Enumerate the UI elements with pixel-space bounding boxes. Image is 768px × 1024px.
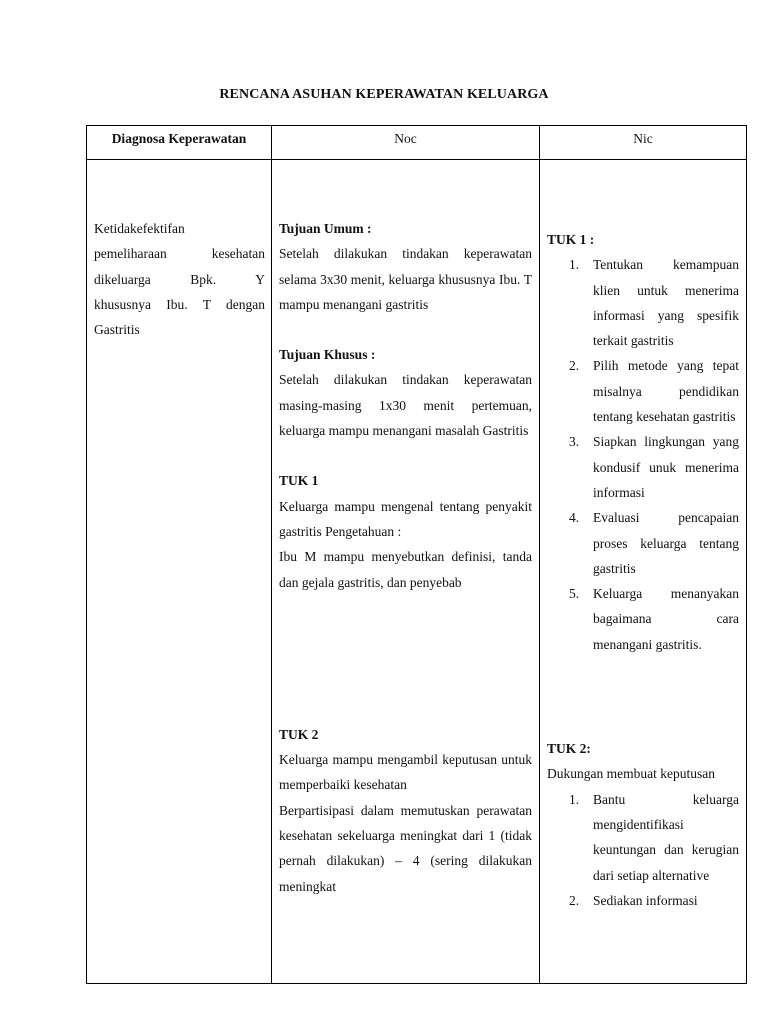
tujuan-umum-heading: Tujuan Umum : [279, 221, 372, 236]
diagnosa-line: Gastritis [94, 322, 140, 338]
diagnosa-line: khususnya Ibu. T dengan [94, 296, 265, 312]
tujuan-khusus-text: Setelah dilakukan tindakan keperawatan masing-masing 1x30 menit pertemuan, keluarga mampu menangani masalah Gastritis [279, 372, 532, 439]
nic-tuk2-heading: TUK 2: [547, 741, 591, 757]
nic-tuk1-heading: TUK 1 : [547, 232, 595, 247]
list-item: 1. Bantu keluarga mengidentifikasi keuntungan dan kerugian dari setiap alternative [569, 791, 739, 883]
nic-tuk2-subheading: Dukungan membuat keputusan [547, 766, 715, 782]
nic-tuk1-list [547, 252, 739, 657]
noc-tuk2-text: Berpartisipasi dalam memutuskan perawatan kesehatan sekeluarga meningkat dari 1 (tidak pernah dilakukan) – 4 (sering dilakukan meningkat [279, 802, 532, 894]
document-title: RENCANA ASUHAN KEPERAWATAN KELUARGA [219, 87, 549, 102]
diagnosa-line: pemeliharaan kesehatan [94, 246, 265, 262]
table-row [87, 160, 747, 984]
noc-tuk2-text: Keluarga mampu mengambil keputusan untuk memperbaiki kesehatan [279, 752, 532, 793]
header-noc: Noc [272, 126, 540, 160]
noc-cell [272, 160, 540, 984]
list-item: 2. Pilih metode yang tepat misalnya pendidikan tentang kesehatan gastritis [569, 358, 739, 425]
header-nic: Nic [540, 126, 747, 160]
header-diagnosa: Diagnosa Keperawatan [87, 126, 272, 160]
diagnosa-cell [87, 160, 272, 984]
list-item: 4. Evaluasi pencapaian proses keluarga tentang gastritis [569, 510, 739, 576]
diagnosa-line: dikeluarga Bpk. Y [94, 271, 265, 287]
nic-cell [540, 160, 747, 984]
noc-tuk1-heading: TUK 1 [279, 473, 319, 489]
table-header-row [87, 126, 747, 160]
noc-tuk2-heading: TUK 2 [279, 726, 319, 742]
tujuan-umum-text: Setelah dilakukan tindakan keperawatan selama 3x30 menit, keluarga khususnya Ibu. T mampu menangani gastritis [279, 246, 532, 312]
tujuan-khusus-heading: Tujuan Khusus : [279, 347, 376, 363]
list-item: 2. Sediakan informasi [569, 892, 698, 908]
list-item: 1. Tentukan kemampuan klien untuk menerima informasi yang spesifik terkait gastritis [569, 257, 739, 349]
nic-tuk2-list [547, 787, 739, 913]
list-item: 3. Siapkan lingkungan yang kondusif unuk menerima informasi [569, 434, 739, 500]
noc-tuk1-text: Keluarga mampu mengenal tentang penyakit gastritis Pengetahuan : [279, 498, 532, 539]
care-plan-table [86, 125, 747, 984]
list-item: 5. Keluarga menanyakan bagaimana cara menangani gastritis. [569, 586, 739, 652]
diagnosa-line: Ketidakefektifan [94, 221, 185, 236]
noc-tuk1-text: Ibu M mampu menyebutkan definisi, tanda dan gejala gastritis, dan penyebab [279, 549, 532, 590]
